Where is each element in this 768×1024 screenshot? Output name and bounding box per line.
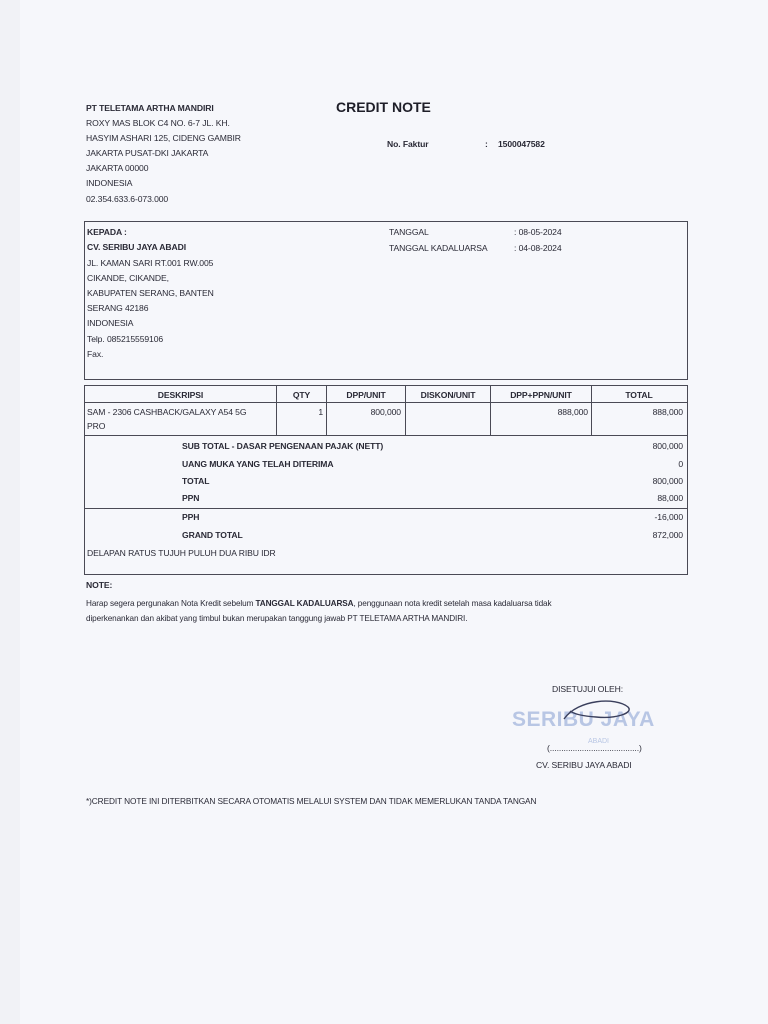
company-address-line: JAKARTA PUSAT-DKI JAKARTA — [86, 148, 209, 158]
company-address-line: HASYIM ASHARI 125, CIDENG GAMBIR — [86, 133, 241, 143]
downpayment-value: 0 — [678, 459, 683, 469]
column-header: DPP+PPN/UNIT — [510, 390, 572, 400]
table-divider — [84, 508, 687, 509]
faktur-label: No. Faktur — [387, 139, 429, 149]
item-total: 888,000 — [652, 407, 683, 417]
company-address-line: INDONESIA — [86, 178, 133, 188]
faktur-number: 1500047582 — [498, 139, 545, 149]
item-dpp-ppn-unit: 888,000 — [557, 407, 588, 417]
ppn-label: PPN — [182, 493, 200, 503]
company-stamp: SERIBU JAYA — [512, 708, 655, 731]
recipient-address-line: KABUPATEN SERANG, BANTEN — [87, 288, 214, 298]
note-text: , penggunaan nota kredit setelah masa kadaluarsa tidak — [353, 599, 552, 608]
footer-disclaimer: *)CREDIT NOTE INI DITERBITKAN SECARA OTOMATIS MELALUI SYSTEM DAN TIDAK MEMERLUKAN TANDA TANGAN — [86, 796, 537, 806]
item-description: SAM - 2306 CASHBACK/GALAXY A54 5G — [87, 407, 247, 417]
note-text: Harap segera pergunakan Nota Kredit sebelum — [86, 599, 256, 608]
signature-icon — [556, 697, 636, 727]
document-title: CREDIT NOTE — [336, 99, 431, 115]
company-address-line: ROXY MAS BLOK C4 NO. 6-7 JL. KH. — [86, 118, 230, 128]
total-value: 800,000 — [652, 476, 683, 486]
note-heading: NOTE: — [86, 580, 113, 590]
column-header: TOTAL — [625, 390, 653, 400]
faktur-separator: : — [485, 139, 488, 149]
ppn-value: 88,000 — [657, 493, 683, 503]
recipient-phone: Telp. 085215559106 — [87, 334, 164, 344]
pph-value: -16,000 — [654, 512, 683, 522]
total-label: TOTAL — [182, 476, 210, 486]
grand-total-label: GRAND TOTAL — [182, 530, 243, 540]
note-line — [86, 596, 552, 611]
recipient-address-line: CIKANDE, CIKANDE, — [87, 273, 169, 283]
downpayment-label: UANG MUKA YANG TELAH DITERIMA — [182, 459, 334, 469]
subtotal-label: SUB TOTAL - DASAR PENGENAAN PAJAK (NETT) — [182, 441, 384, 451]
recipient-address-line: INDONESIA — [87, 318, 134, 328]
pph-label: PPH — [182, 512, 200, 522]
expiry-date-label: TANGGAL KADALUARSA — [389, 243, 488, 253]
approver-name: CV. SERIBU JAYA ABADI — [536, 760, 632, 770]
recipient-fax: Fax. — [87, 349, 104, 359]
company-stamp-sub: ABADI — [588, 738, 610, 745]
table-divider — [84, 435, 687, 436]
company-address-line: JAKARTA 00000 — [86, 163, 149, 173]
recipient-heading: KEPADA : — [87, 227, 127, 237]
company-npwp: 02.354.633.6-073.000 — [86, 194, 169, 204]
amount-in-words: DELAPAN RATUS TUJUH PULUH DUA RIBU IDR — [87, 548, 276, 558]
item-dpp-unit: 800,000 — [370, 407, 401, 417]
date-label: TANGGAL — [389, 227, 429, 237]
note-emphasis: TANGGAL KADALUARSA — [255, 599, 354, 608]
note-line: diperkenankan dan akibat yang timbul bukan merupakan tanggung jawab PT TELETAMA ARTHA MANDIRI. — [86, 614, 468, 623]
column-header: DISKON/UNIT — [420, 390, 476, 400]
subtotal-value: 800,000 — [652, 441, 683, 451]
item-qty: 1 — [318, 407, 323, 417]
signature-line: (.......................................) — [547, 743, 642, 753]
item-description-cont: PRO — [87, 421, 106, 431]
approval-label: DISETUJUI OLEH: — [552, 684, 624, 694]
recipient-address-line: JL. KAMAN SARI RT.001 RW.005 — [87, 258, 214, 268]
company-name: PT TELETAMA ARTHA MANDIRI — [86, 103, 214, 113]
expiry-date-value: : 04-08-2024 — [514, 243, 562, 253]
recipient-address-line: SERANG 42186 — [87, 303, 149, 313]
column-header: DESKRIPSI — [157, 390, 204, 400]
date-value: : 08-05-2024 — [514, 227, 562, 237]
column-header: QTY — [292, 390, 311, 400]
grand-total-value: 872,000 — [652, 530, 683, 540]
recipient-name: CV. SERIBU JAYA ABADI — [87, 242, 186, 252]
column-header: DPP/UNIT — [346, 390, 386, 400]
